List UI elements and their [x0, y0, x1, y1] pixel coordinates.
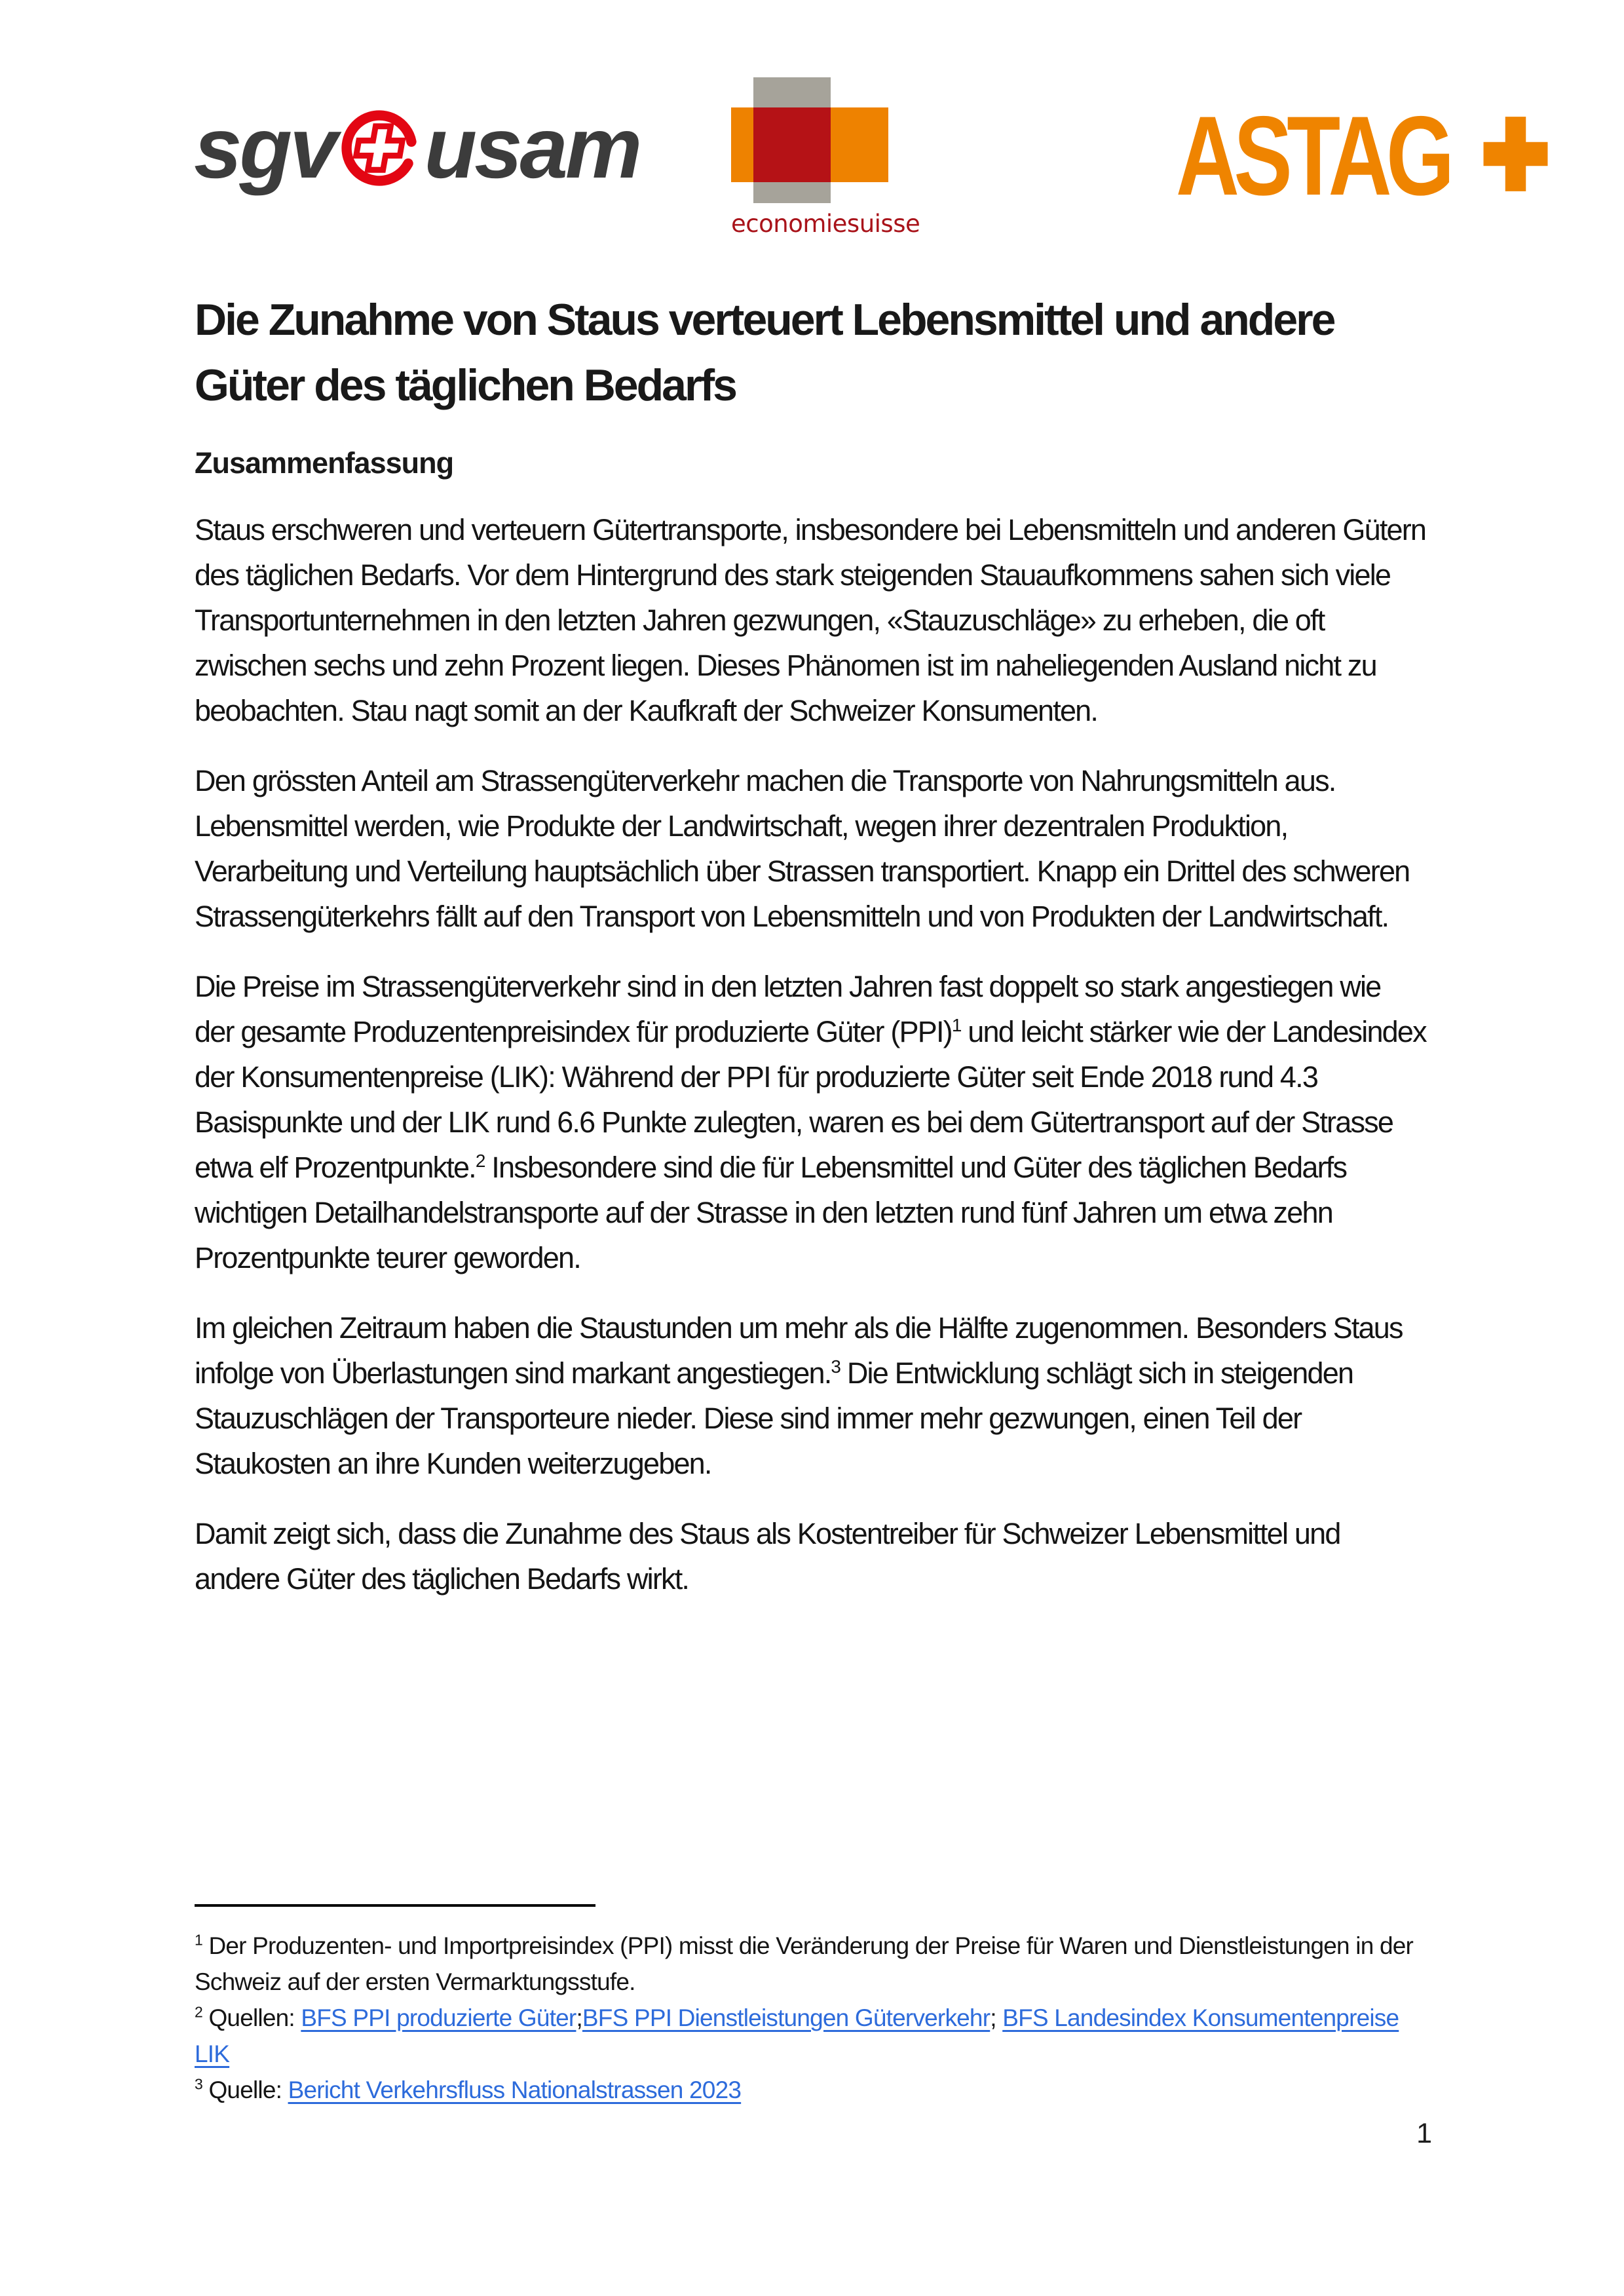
economiesuisse-logo	[731, 77, 920, 241]
footnote-ref-3: 3	[831, 1356, 840, 1377]
footnote-2-marker: 2	[195, 2003, 202, 2021]
footnote-1	[195, 1928, 1426, 2000]
link-bfs-ppi-dienstleistungen-gueterverkehr[interactable]: BFS PPI Dienstleistungen Güterverkehr	[582, 2004, 991, 2031]
paragraph-3	[195, 964, 1426, 1280]
footnote-2-separator: ;	[990, 2004, 1003, 2031]
paragraph-5: Damit zeigt sich, dass die Zunahme des Staus als Kostentreiber für Schweizer Lebensmittel und andere Güter des täglichen Bedarfs wirkt.	[195, 1517, 1340, 1596]
paragraph-1: Staus erschweren und verteuern Gütertransporte, insbesondere bei Lebensmitteln und anderen Gütern des täglichen Bedarfs. Vor dem Hintergrund des stark steigenden Stauaufkommens sahen sich viele Transportunternehmen in den letzten Jahren gezwungen, «Stauzuschläge» zu erheben, die oft zwischen sechs und zehn Prozent liegen. Dieses Phänomen ist im naheliegenden Ausland nicht zu beobachten. Stau nagt somit an der Kaufkraft der Schweizer Konsumenten.	[195, 513, 1426, 727]
sgv-wordmark-right: usam	[424, 100, 640, 196]
page-number: 1	[1416, 2118, 1431, 2149]
footnote-ref-1: 1	[951, 1015, 961, 1035]
footnote-2-label: Quellen:	[202, 2004, 301, 2031]
sgv-wordmark-left: sgv	[194, 100, 335, 196]
paragraph-3-text: Die Preise im Strassengüterverkehr sind in den letzten Jahren fast doppelt so stark angestiegen wie der gesamte Produzentenpreisindex für produzierte Güter (PPI)	[195, 970, 1381, 1048]
paragraph-2: Den grössten Anteil am Strassengüterverkehr machen die Transporte von Nahrungsmitteln aus. Lebensmittel werden, wie Produkte der Landwirtschaft, wegen ihrer dezentralen Produktion, Verarbeitung und Verteilung hauptsächlich über Strassen transportiert. Knapp ein Drittel des schweren Strassengüterkehrs fällt auf den Transport von Lebensmitteln und von Produkten der Landwirtschaft.	[195, 764, 1410, 933]
swiss-cross-ring-icon	[337, 106, 421, 190]
footnote-2	[195, 2000, 1426, 2072]
footnote-3-marker: 3	[195, 2075, 202, 2093]
economiesuisse-red-square	[753, 107, 831, 182]
page-title: Die Zunahme von Staus verteuert Lebensmittel und andere Güter des täglichen Bedarfs	[195, 295, 1334, 410]
link-bericht-verkehrsfluss-nationalstrassen-2023[interactable]: Bericht Verkehrsfluss Nationalstrassen 2023	[288, 2076, 742, 2103]
paragraph-4	[195, 1305, 1426, 1486]
footnote-3-label: Quelle:	[202, 2076, 288, 2103]
paragraph-3-text: Insbesondere sind die für Lebensmittel und Güter des täglichen Bedarfs wichtigen Detailhandelstransporte auf der Strasse in den letzten rund fünf Jahren um etwa zehn Prozentpunkte teurer geworden.	[195, 1151, 1347, 1274]
footnote-3	[195, 2072, 1426, 2108]
paragraph-3-text: und leicht stärker wie der Landesindex der Konsumentenpreise (LIK): Während der PPI für produzierte Güter seit Ende 2018 rund 4.3 Basispunkte und der LIK rund 6.6 Punkte zulegten, waren es bei dem Gütertransport auf der Strasse etwa elf Prozentpunkte.	[195, 1015, 1426, 1184]
document-body	[195, 287, 1426, 1601]
footnote-separator	[195, 1904, 595, 1907]
astag-logo	[1176, 93, 1550, 219]
economiesuisse-wordmark: economiesuisse	[731, 210, 920, 238]
footnote-2-separator: ;	[576, 2004, 582, 2031]
sgv-usam-logo	[194, 100, 640, 196]
footnote-ref-2: 2	[475, 1151, 485, 1171]
footnotes-section	[195, 1904, 1426, 2108]
paragraph-4-text: Die Entwicklung schlägt sich in steigenden Stauzuschlägen der Transporteure nieder. Diese sind immer mehr gezwungen, einen Teil der Staukosten an ihre Kunden weiterzugeben.	[195, 1356, 1353, 1480]
footnote-1-marker: 1	[195, 1931, 202, 1949]
link-bfs-ppi-produzierte-gueter[interactable]: BFS PPI produzierte Güter	[301, 2004, 576, 2031]
summary-heading: Zusammenfassung	[195, 446, 454, 480]
paragraph-4-text: Im gleichen Zeitraum haben die Staustunden um mehr als die Hälfte zugenommen. Besonders Staus infolge von Überlastungen sind markant angestiegen.	[195, 1311, 1403, 1390]
astag-plus-cross-icon	[1481, 114, 1550, 194]
footnote-1-text: Der Produzenten- und Importpreisindex (PPI) misst die Veränderung der Preise für Waren und Dienstleistungen in der Schweiz auf der ersten Vermarktungsstufe.	[195, 1932, 1414, 1995]
astag-wordmark: ASTAG	[1176, 93, 1449, 219]
link-bfs-landesindex-konsumentenpreise-lik[interactable]: BFS Landesindex Konsumentenpreise LIK	[195, 2004, 1399, 2067]
